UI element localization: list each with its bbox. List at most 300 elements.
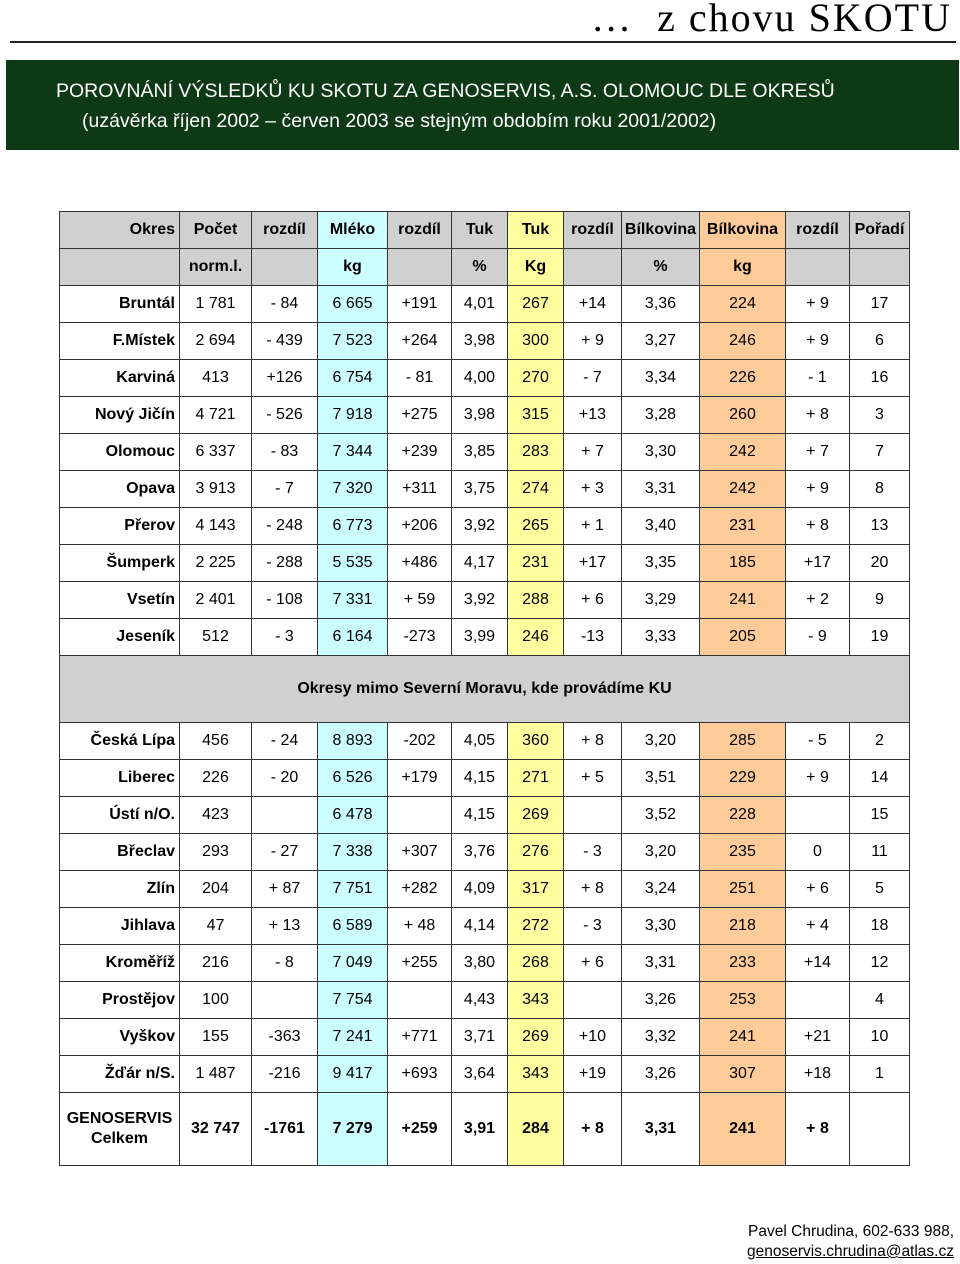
cell: + 8: [786, 397, 850, 434]
cell: 20: [850, 545, 910, 582]
cell: [786, 797, 850, 834]
cell: 3,52: [622, 797, 700, 834]
cell: 4,01: [452, 286, 508, 323]
cell: %: [622, 249, 700, 286]
cell: 226: [700, 360, 786, 397]
cell: -363: [252, 1019, 318, 1056]
cell: 3,76: [452, 834, 508, 871]
cell: - 7: [564, 360, 622, 397]
cell: 307: [700, 1056, 786, 1093]
cell: 343: [508, 982, 564, 1019]
cell: 4,15: [452, 797, 508, 834]
cell: 2 694: [180, 323, 252, 360]
cell: 2 401: [180, 582, 252, 619]
cell: 272: [508, 908, 564, 945]
cell: kg: [318, 249, 388, 286]
cell: + 9: [786, 760, 850, 797]
cell: 7 754: [318, 982, 388, 1019]
cell: - 27: [252, 834, 318, 871]
cell: 3,24: [622, 871, 700, 908]
cell: Pořadí: [850, 212, 910, 249]
cell: 265: [508, 508, 564, 545]
cell: 423: [180, 797, 252, 834]
cell: + 9: [564, 323, 622, 360]
cell: 155: [180, 1019, 252, 1056]
cell: + 13: [252, 908, 318, 945]
cell: 4 143: [180, 508, 252, 545]
table-row: [60, 871, 910, 908]
cell: rozdíl: [564, 212, 622, 249]
table-row: [60, 1019, 910, 1056]
cell: 11: [850, 834, 910, 871]
cell: 6 478: [318, 797, 388, 834]
cell: 7 344: [318, 434, 388, 471]
cell: Okres: [60, 212, 180, 249]
cell: 6 164: [318, 619, 388, 656]
cell: 7 918: [318, 397, 388, 434]
cell: 3,40: [622, 508, 700, 545]
cell: +21: [786, 1019, 850, 1056]
cell: 7 338: [318, 834, 388, 871]
cell: 242: [700, 471, 786, 508]
cell: +275: [388, 397, 452, 434]
cell: 4,43: [452, 982, 508, 1019]
banner-title-line2: (uzávěrka říjen 2002 – červen 2003 se stejným obdobím roku 2001/2002): [82, 110, 717, 132]
cell: 7 751: [318, 871, 388, 908]
cell: + 8: [564, 723, 622, 760]
cell: 13: [850, 508, 910, 545]
cell: +14: [786, 945, 850, 982]
results-table: [59, 211, 910, 1166]
cell: + 7: [786, 434, 850, 471]
cell: 2: [850, 723, 910, 760]
cell: + 87: [252, 871, 318, 908]
cell: 12: [850, 945, 910, 982]
cell: 1: [850, 1056, 910, 1093]
cell: 228: [700, 797, 786, 834]
table-row: [60, 508, 910, 545]
cell: 3,31: [622, 1093, 700, 1166]
cell: 270: [508, 360, 564, 397]
cell: Počet: [180, 212, 252, 249]
cell: - 83: [252, 434, 318, 471]
cell: Prostějov: [60, 982, 180, 1019]
cell: +239: [388, 434, 452, 471]
cell: + 8: [564, 871, 622, 908]
cell: +14: [564, 286, 622, 323]
cell: + 5: [564, 760, 622, 797]
cell: Tuk: [452, 212, 508, 249]
cell: - 9: [786, 619, 850, 656]
cell: +255: [388, 945, 452, 982]
cell: 241: [700, 1093, 786, 1166]
cell: +18: [786, 1056, 850, 1093]
cell: Bruntál: [60, 286, 180, 323]
cell: 343: [508, 1056, 564, 1093]
cell: Česká Lípa: [60, 723, 180, 760]
table-row: [60, 434, 910, 471]
cell: 3,33: [622, 619, 700, 656]
cell: 229: [700, 760, 786, 797]
cell: 271: [508, 760, 564, 797]
cell: 218: [700, 908, 786, 945]
cell: 205: [700, 619, 786, 656]
cell: GENOSERVIS Celkem: [60, 1093, 180, 1166]
table-row: [60, 1056, 910, 1093]
cell: 288: [508, 582, 564, 619]
cell: +13: [564, 397, 622, 434]
cell: 7 331: [318, 582, 388, 619]
cell: 4: [850, 982, 910, 1019]
cell: 216: [180, 945, 252, 982]
cell: - 84: [252, 286, 318, 323]
cell: 3,20: [622, 834, 700, 871]
cell: 242: [700, 434, 786, 471]
cell: [850, 249, 910, 286]
cell: 3,30: [622, 434, 700, 471]
cell: 283: [508, 434, 564, 471]
contact-footer: [747, 1222, 954, 1262]
cell: + 7: [564, 434, 622, 471]
cell: 6 754: [318, 360, 388, 397]
cell: 3,92: [452, 508, 508, 545]
table-row: [60, 619, 910, 656]
cell: + 2: [786, 582, 850, 619]
cell: 3,20: [622, 723, 700, 760]
section-separator-row: [60, 656, 910, 723]
cell: 7: [850, 434, 910, 471]
cell: Žďár n/S.: [60, 1056, 180, 1093]
cell: 5: [850, 871, 910, 908]
cell: - 7: [252, 471, 318, 508]
cell: Liberec: [60, 760, 180, 797]
cell: - 3: [564, 834, 622, 871]
cell: +126: [252, 360, 318, 397]
cell: 7 241: [318, 1019, 388, 1056]
cell: -273: [388, 619, 452, 656]
cell: 3,26: [622, 982, 700, 1019]
cell: 4,05: [452, 723, 508, 760]
header-divider: [10, 41, 956, 43]
cell: 413: [180, 360, 252, 397]
table-header-row: [60, 212, 910, 249]
cell: Mléko: [318, 212, 388, 249]
cell: + 6: [564, 945, 622, 982]
cell: 233: [700, 945, 786, 982]
cell: 4,09: [452, 871, 508, 908]
cell: + 8: [564, 1093, 622, 1166]
cell: 2 225: [180, 545, 252, 582]
cell: +179: [388, 760, 452, 797]
page-header-title: … z chovu SKOTU: [591, 0, 952, 40]
table-row: [60, 908, 910, 945]
cell: +311: [388, 471, 452, 508]
cell: 269: [508, 1019, 564, 1056]
cell: norm.l.: [180, 249, 252, 286]
cell: +771: [388, 1019, 452, 1056]
cell: Šumperk: [60, 545, 180, 582]
cell: 19: [850, 619, 910, 656]
cell: - 439: [252, 323, 318, 360]
cell: - 248: [252, 508, 318, 545]
cell: 3,31: [622, 945, 700, 982]
cell: 17: [850, 286, 910, 323]
cell: 3,91: [452, 1093, 508, 1166]
table-row: [60, 945, 910, 982]
cell: + 6: [564, 582, 622, 619]
table-row: [60, 723, 910, 760]
cell: 317: [508, 871, 564, 908]
cell: 9: [850, 582, 910, 619]
cell: 10: [850, 1019, 910, 1056]
cell: Bílkovina: [700, 212, 786, 249]
cell: 3,34: [622, 360, 700, 397]
table-row: [60, 545, 910, 582]
cell: 251: [700, 871, 786, 908]
cell: 456: [180, 723, 252, 760]
cell: kg: [700, 249, 786, 286]
cell: 284: [508, 1093, 564, 1166]
cell: Olomouc: [60, 434, 180, 471]
cell: + 9: [786, 286, 850, 323]
cell: Nový Jičín: [60, 397, 180, 434]
cell: 32 747: [180, 1093, 252, 1166]
cell: - 5: [786, 723, 850, 760]
cell: +282: [388, 871, 452, 908]
cell: 3,36: [622, 286, 700, 323]
cell: 7 279: [318, 1093, 388, 1166]
cell: [850, 1093, 910, 1166]
cell: [786, 982, 850, 1019]
cell: Tuk: [508, 212, 564, 249]
cell: -1761: [252, 1093, 318, 1166]
cell: 267: [508, 286, 564, 323]
cell: - 8: [252, 945, 318, 982]
cell: -202: [388, 723, 452, 760]
cell: +693: [388, 1056, 452, 1093]
cell: Vsetín: [60, 582, 180, 619]
cell: - 1: [786, 360, 850, 397]
cell: +191: [388, 286, 452, 323]
cell: 3 913: [180, 471, 252, 508]
cell: - 526: [252, 397, 318, 434]
table-row: [60, 834, 910, 871]
cell: 293: [180, 834, 252, 871]
cell: + 3: [564, 471, 622, 508]
cell: + 9: [786, 471, 850, 508]
table-row: [60, 982, 910, 1019]
cell: 14: [850, 760, 910, 797]
table-row: [60, 323, 910, 360]
cell: 4,15: [452, 760, 508, 797]
cell: 224: [700, 286, 786, 323]
cell: 3,30: [622, 908, 700, 945]
cell: [388, 797, 452, 834]
cell: + 59: [388, 582, 452, 619]
cell: 226: [180, 760, 252, 797]
cell: 4 721: [180, 397, 252, 434]
cell: 274: [508, 471, 564, 508]
cell: 8 893: [318, 723, 388, 760]
cell: + 6: [786, 871, 850, 908]
table-total-row: [60, 1093, 910, 1166]
cell: 204: [180, 871, 252, 908]
cell: Jeseník: [60, 619, 180, 656]
cell: + 1: [564, 508, 622, 545]
cell: + 8: [786, 1093, 850, 1166]
cell: 6 773: [318, 508, 388, 545]
cell: 3,26: [622, 1056, 700, 1093]
cell: rozdíl: [786, 212, 850, 249]
contact-email[interactable]: genoservis.chrudina@atlas.cz: [746, 1243, 954, 1260]
cell: - 24: [252, 723, 318, 760]
cell: 3,80: [452, 945, 508, 982]
banner-title-line1: POROVNÁNÍ VÝSLEDKŮ KU SKOTU ZA GENOSERVIS, A.S. OLOMOUC DLE OKRESŮ: [56, 80, 835, 102]
table-row: [60, 797, 910, 834]
table-row: [60, 471, 910, 508]
cell: Břeclav: [60, 834, 180, 871]
cell: Opava: [60, 471, 180, 508]
cell: 7 320: [318, 471, 388, 508]
cell: 47: [180, 908, 252, 945]
cell: rozdíl: [388, 212, 452, 249]
cell: 3,99: [452, 619, 508, 656]
cell: [60, 249, 180, 286]
cell: 231: [508, 545, 564, 582]
cell: 3,71: [452, 1019, 508, 1056]
table-units-row: [60, 249, 910, 286]
cell: + 4: [786, 908, 850, 945]
cell: 9 417: [318, 1056, 388, 1093]
cell: 3,31: [622, 471, 700, 508]
cell: + 9: [786, 323, 850, 360]
cell: 7 049: [318, 945, 388, 982]
cell: 3,29: [622, 582, 700, 619]
cell: 1 781: [180, 286, 252, 323]
cell: 3,32: [622, 1019, 700, 1056]
cell: - 108: [252, 582, 318, 619]
cell: 3,75: [452, 471, 508, 508]
cell: -13: [564, 619, 622, 656]
cell: Bílkovina: [622, 212, 700, 249]
cell: Kroměříž: [60, 945, 180, 982]
cell: +486: [388, 545, 452, 582]
cell: - 20: [252, 760, 318, 797]
cell: F.Místek: [60, 323, 180, 360]
cell: [252, 797, 318, 834]
section-separator: Okresy mimo Severní Moravu, kde provádíme KU: [60, 656, 910, 723]
cell: - 288: [252, 545, 318, 582]
cell: 285: [700, 723, 786, 760]
cell: 100: [180, 982, 252, 1019]
cell: 8: [850, 471, 910, 508]
cell: 512: [180, 619, 252, 656]
cell: [252, 982, 318, 1019]
cell: 3,51: [622, 760, 700, 797]
cell: 3,28: [622, 397, 700, 434]
cell: 260: [700, 397, 786, 434]
cell: 3,98: [452, 323, 508, 360]
cell: 300: [508, 323, 564, 360]
cell: +206: [388, 508, 452, 545]
cell: 3,92: [452, 582, 508, 619]
cell: Ústí n/O.: [60, 797, 180, 834]
cell: + 8: [786, 508, 850, 545]
cell: 185: [700, 545, 786, 582]
cell: +17: [786, 545, 850, 582]
cell: 3,85: [452, 434, 508, 471]
cell: 268: [508, 945, 564, 982]
cell: 3,64: [452, 1056, 508, 1093]
title-banner: [6, 60, 959, 150]
cell: 1 487: [180, 1056, 252, 1093]
cell: [564, 249, 622, 286]
cell: +259: [388, 1093, 452, 1166]
cell: 3,27: [622, 323, 700, 360]
cell: [564, 797, 622, 834]
cell: 6 665: [318, 286, 388, 323]
cell: 6: [850, 323, 910, 360]
cell: [786, 249, 850, 286]
cell: [388, 982, 452, 1019]
contact-name: Pavel Chrudina, 602-633 988,: [748, 1223, 954, 1240]
cell: Karviná: [60, 360, 180, 397]
cell: 241: [700, 582, 786, 619]
cell: 3: [850, 397, 910, 434]
cell: 6 526: [318, 760, 388, 797]
cell: Jihlava: [60, 908, 180, 945]
cell: 4,17: [452, 545, 508, 582]
cell: Zlín: [60, 871, 180, 908]
cell: 15: [850, 797, 910, 834]
cell: [388, 249, 452, 286]
cell: 241: [700, 1019, 786, 1056]
cell: 5 535: [318, 545, 388, 582]
cell: 276: [508, 834, 564, 871]
cell: [252, 249, 318, 286]
table-row: [60, 582, 910, 619]
cell: - 81: [388, 360, 452, 397]
cell: [564, 982, 622, 1019]
cell: 6 589: [318, 908, 388, 945]
cell: 16: [850, 360, 910, 397]
cell: 253: [700, 982, 786, 1019]
cell: + 48: [388, 908, 452, 945]
cell: Přerov: [60, 508, 180, 545]
cell: 231: [700, 508, 786, 545]
cell: +17: [564, 545, 622, 582]
cell: Vyškov: [60, 1019, 180, 1056]
cell: 269: [508, 797, 564, 834]
cell: 3,98: [452, 397, 508, 434]
cell: +19: [564, 1056, 622, 1093]
cell: +10: [564, 1019, 622, 1056]
cell: 4,00: [452, 360, 508, 397]
cell: 4,14: [452, 908, 508, 945]
cell: 0: [786, 834, 850, 871]
table-row: [60, 760, 910, 797]
cell: %: [452, 249, 508, 286]
table-row: [60, 286, 910, 323]
cell: -216: [252, 1056, 318, 1093]
cell: 6 337: [180, 434, 252, 471]
cell: 315: [508, 397, 564, 434]
cell: 7 523: [318, 323, 388, 360]
cell: Kg: [508, 249, 564, 286]
cell: +307: [388, 834, 452, 871]
cell: 360: [508, 723, 564, 760]
table-row: [60, 397, 910, 434]
